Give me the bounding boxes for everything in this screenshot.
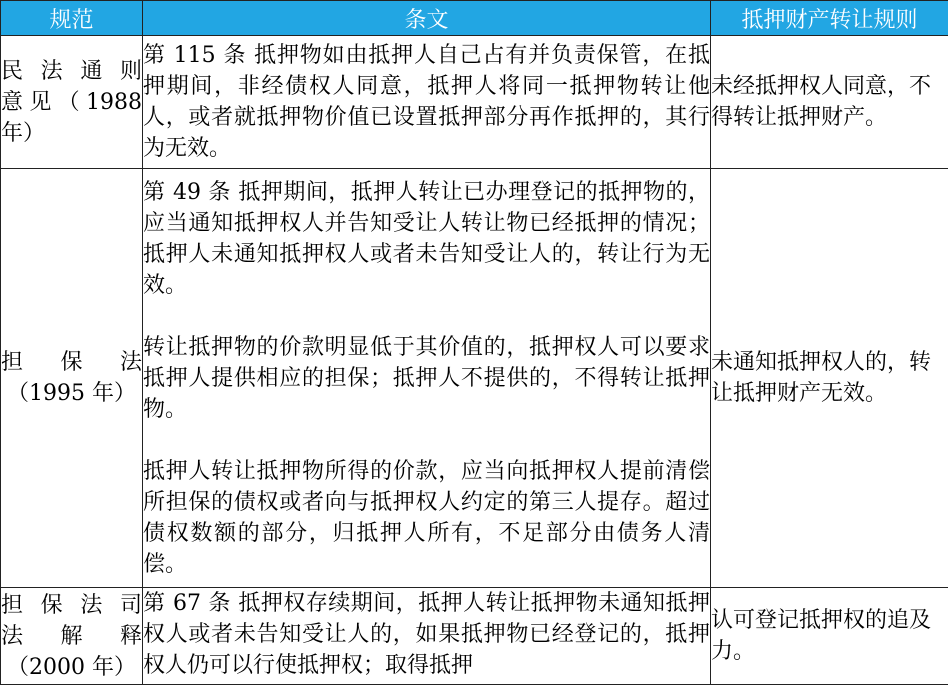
article-cell	[143, 588, 711, 685]
norm-line: 担 保 法 司	[1, 592, 142, 618]
rule-cell: 未通知抵押权人的，转让抵押财产无效。	[711, 169, 948, 588]
header-row	[1, 1, 948, 36]
rule-cell: 未经抵押权人同意，不得转让抵押财产。	[711, 36, 948, 169]
article-paragraph: 第 67 条 抵押权存续期间，抵押人转让抵押物未通知抵押权人或者未告知受让人的，如果抵押物已经登记的，抵押权人仍可以行使抵押权；取得抵押	[143, 591, 710, 678]
article-paragraph: 第 49 条 抵押期间，抵押人转让已办理登记的抵押物的，应当通知抵押权人并告知受让人转让物已经抵押的情况；抵押人未通知抵押权人或者未告知受让人的，转让行为无效。	[143, 179, 710, 298]
norm-line: 年）	[1, 120, 46, 146]
table-row	[1, 169, 948, 588]
header-norm: 规范	[1, 1, 143, 36]
norm-line: （2000 年）	[7, 654, 136, 680]
norm-cell	[1, 588, 143, 685]
norm-cell	[1, 169, 143, 588]
norm-line: 意见（1988	[1, 89, 142, 115]
article-cell	[143, 36, 711, 169]
article-paragraph: 转让抵押物的价款明显低于其价值的，抵押权人可以要求抵押人提供相应的担保；抵押人不提供的，不得转让抵押物。	[143, 334, 710, 422]
table-row	[1, 36, 948, 169]
article-paragraph: 第 115 条 抵押物如由抵押人自己占有并负责保管，在抵押期间，非经债权人同意，抵押人将同一抵押物转让他人，或者就抵押物价值已设置抵押部分再作抵押的，其行为无效。	[143, 43, 710, 161]
article-cell	[143, 169, 711, 588]
header-article: 条文	[143, 1, 711, 36]
norm-line: 担 保 法	[1, 350, 142, 375]
table-row	[1, 588, 948, 685]
rule-cell: 认可登记抵押权的追及力。	[711, 588, 948, 685]
norm-line: 法 解 释	[1, 623, 142, 649]
norm-line: 民 法 通 则	[1, 58, 142, 84]
header-rule: 抵押财产转让规则	[711, 1, 948, 36]
norm-line: （1995 年）	[7, 381, 136, 406]
article-paragraph: 抵押人转让抵押物所得的价款，应当向抵押权人提前清偿所担保的债权或者向与抵押权人约定的第三人提存。超过债权数额的部分，归抵押人所有，不足部分由债务人清偿。	[143, 458, 710, 577]
norm-cell	[1, 36, 143, 169]
